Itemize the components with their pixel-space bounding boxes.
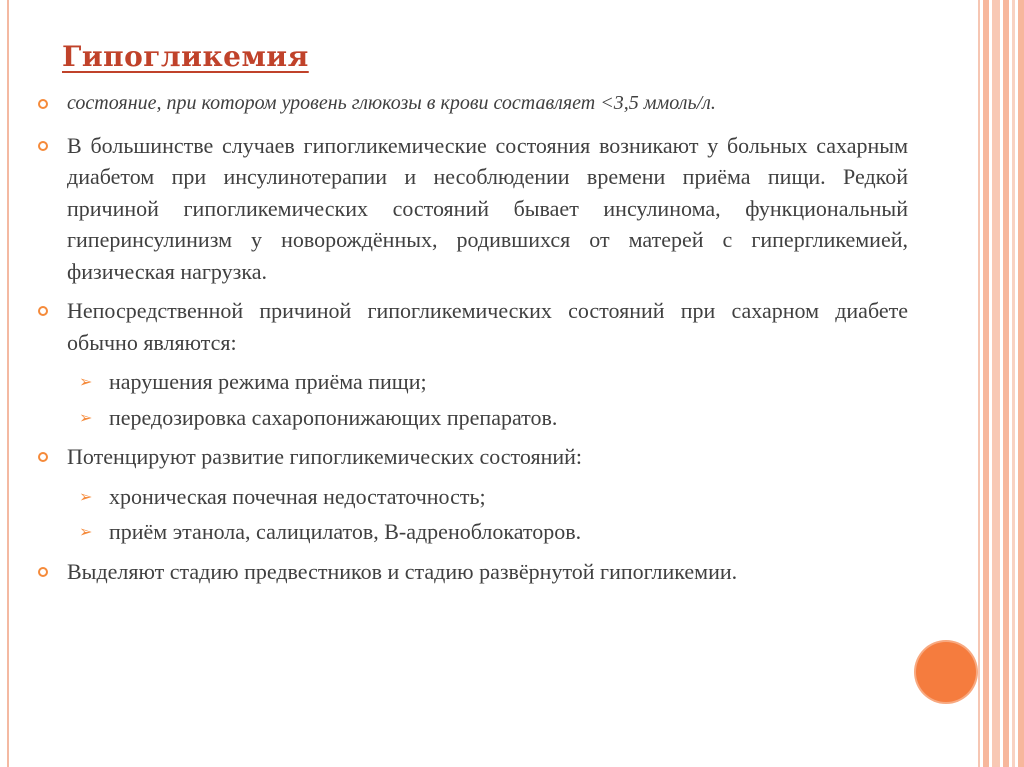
decorative-circle — [916, 642, 976, 702]
right-stripe — [992, 0, 1000, 767]
sub-bullet-text: нарушения режима приёма пищи; — [109, 369, 427, 394]
bullet-text: состояние, при котором уровень глюкозы в крови составляет <3,5 ммоль/л. — [67, 92, 716, 114]
bullet-list — [36, 88, 908, 595]
arrow-bullet-icon: ➢ — [79, 522, 93, 541]
sub-bullet-item — [36, 366, 908, 398]
left-border — [7, 0, 9, 767]
right-stripe — [1012, 0, 1015, 767]
bullet-text: Непосредственной причиной гипогликемических состояний при сахарном диабете обычно являются: — [67, 298, 908, 355]
circle-bullet-icon — [38, 452, 48, 462]
sub-bullet-item — [36, 402, 908, 434]
sub-bullet-item — [36, 481, 908, 513]
bullet-item — [36, 441, 908, 473]
sub-bullet-item — [36, 516, 908, 548]
bullet-text: Потенцируют развитие гипогликемических состояний: — [67, 444, 583, 469]
bullet-text: Выделяют стадию предвестников и стадию развёрнутой гипогликемии. — [67, 558, 738, 584]
circle-bullet-icon — [38, 567, 48, 577]
sub-bullet-text: приём этанола, салицилатов, В-адреноблокаторов. — [109, 519, 582, 544]
bullet-text: В большинстве случаев гипогликемические состояния возникают у больных сахарным диабетом при инсулинотерапии и несоблюдении времени приёма пищи. Редкой причиной гипогликемических состояний бывает инсулинома, функциональный гиперинсулинизм у новорождённых, родившихся от матерей с гипергликемией, физическая нагрузка. — [67, 132, 908, 284]
sub-bullet-text: передозировка сахаропонижающих препаратов. — [109, 404, 558, 430]
bullet-item — [36, 295, 908, 358]
bullet-item — [36, 130, 908, 288]
arrow-bullet-icon: ➢ — [79, 486, 93, 506]
right-stripe — [1003, 0, 1009, 767]
arrow-bullet-icon: ➢ — [79, 407, 93, 427]
circle-bullet-icon — [38, 99, 48, 109]
bullet-item — [36, 88, 908, 120]
circle-bullet-icon — [38, 141, 48, 151]
right-stripe — [1018, 0, 1024, 767]
sub-bullet-text: хроническая почечная недостаточность; — [109, 483, 486, 509]
circle-bullet-icon — [38, 306, 48, 316]
arrow-bullet-icon: ➢ — [79, 372, 93, 391]
slide-title: Гипогликемия — [62, 40, 309, 73]
bullet-item — [36, 556, 908, 588]
right-stripe — [983, 0, 989, 767]
right-stripe — [978, 0, 980, 767]
